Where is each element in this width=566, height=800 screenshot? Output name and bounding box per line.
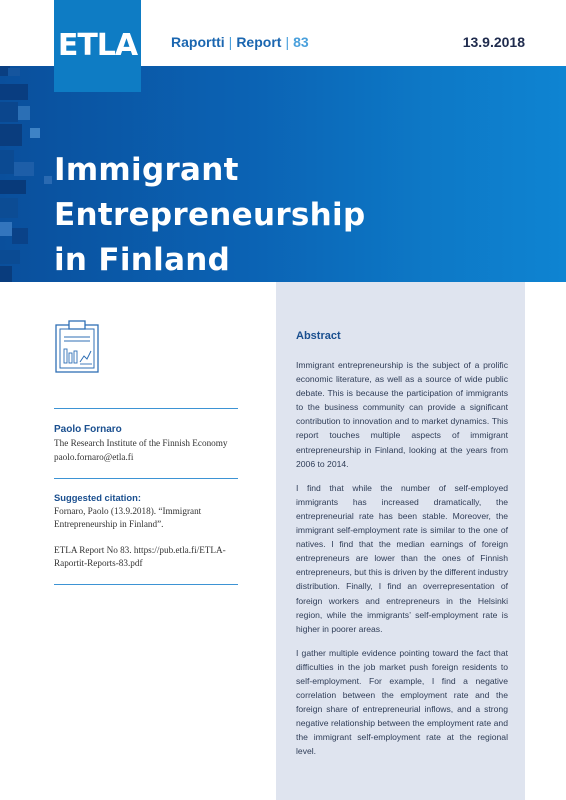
abstract-body	[296, 358, 508, 769]
pixel-decoration	[0, 124, 22, 146]
series-label-fi: Raportti	[171, 34, 225, 50]
pixel-decoration	[14, 162, 34, 176]
pixel-decoration	[18, 106, 30, 120]
title-line-1: Immigrant Entrepreneurship	[54, 152, 366, 233]
divider	[54, 478, 238, 479]
citation-label: Suggested citation:	[54, 492, 141, 503]
pixel-decoration	[8, 68, 20, 76]
pixel-decoration	[0, 102, 18, 122]
pixel-decoration	[0, 222, 12, 236]
clipboard-chart-icon	[54, 320, 100, 374]
report-number: 83	[293, 34, 309, 50]
pixel-decoration	[0, 266, 12, 282]
abstract-paragraph: I find that while the number of self-employed immigrants has increased dramatically, the entrepreneurial rate has been stable. Moreover, the immigrant self-employment rate is similar to the one of natives. I find that the median earnings of foreign entrepreneurs are lower than the ones of Finnish entrepreneurs, but this is driven by the different industry distribution. Finally, I find an overrepresentation of foreign workers and entrepreneurs in the Helsinki region, while the immigrants’ self-employment rate is higher in poorer areas.	[296, 482, 508, 634]
abstract-heading: Abstract	[296, 330, 341, 342]
pixel-decoration	[44, 176, 52, 184]
citation-report-link[interactable]: ETLA Report No 83. https://pub.etla.fi/ETLA-Raportit-Reports-83.pdf	[54, 545, 226, 569]
abstract-paragraph: I gather multiple evidence pointing toward the fact that difficulties in the job market push foreign residents to self-employment. For example, I find a negative correlation between the employment rate and the foreign share of entrepreneurial inflows, and a strong negative relationship between the employment rate and the immigrant self-employment rate at the regional level.	[296, 647, 508, 757]
logo-text: ETLA	[57, 28, 138, 63]
etla-logo	[54, 0, 141, 92]
pixel-decoration	[0, 180, 26, 194]
abstract-paragraph: Immigrant entrepreneurship is the subject of a prolific economic literature, as well as a source of wide public debate. This is because the participation of immigrants to the business community can provide a significant contribution to innovation and to market dynamics. This report touches multiple aspects of immigrant entrepreneurship in Finland, looking at the years from 2006 to 2014.	[296, 360, 508, 469]
pixel-decoration	[0, 198, 18, 218]
page-title	[54, 148, 554, 282]
separator: |	[228, 34, 233, 50]
author-name: Paolo Fornaro	[54, 424, 122, 435]
title-line-2: in Finland	[54, 242, 231, 278]
publication-date: 13.9.2018	[462, 34, 525, 50]
report-series	[171, 34, 309, 50]
pixel-decoration	[30, 128, 40, 138]
pixel-decoration	[12, 228, 28, 244]
author-affiliation: The Research Institute of the Finnish Economy	[54, 438, 228, 448]
separator: |	[285, 34, 290, 50]
abstract-panel	[276, 282, 525, 800]
pixel-decoration	[0, 150, 14, 174]
series-label-en: Report	[236, 34, 282, 50]
divider	[54, 408, 238, 409]
title-banner	[0, 66, 566, 282]
pixel-decoration	[0, 84, 28, 100]
pixel-decoration	[0, 250, 20, 264]
citation-text: Fornaro, Paolo (13.9.2018). “Immigrant Entrepreneurship in Finland”.	[54, 506, 202, 530]
author-email[interactable]: paolo.fornaro@etla.fi	[54, 452, 134, 462]
divider	[54, 584, 238, 585]
